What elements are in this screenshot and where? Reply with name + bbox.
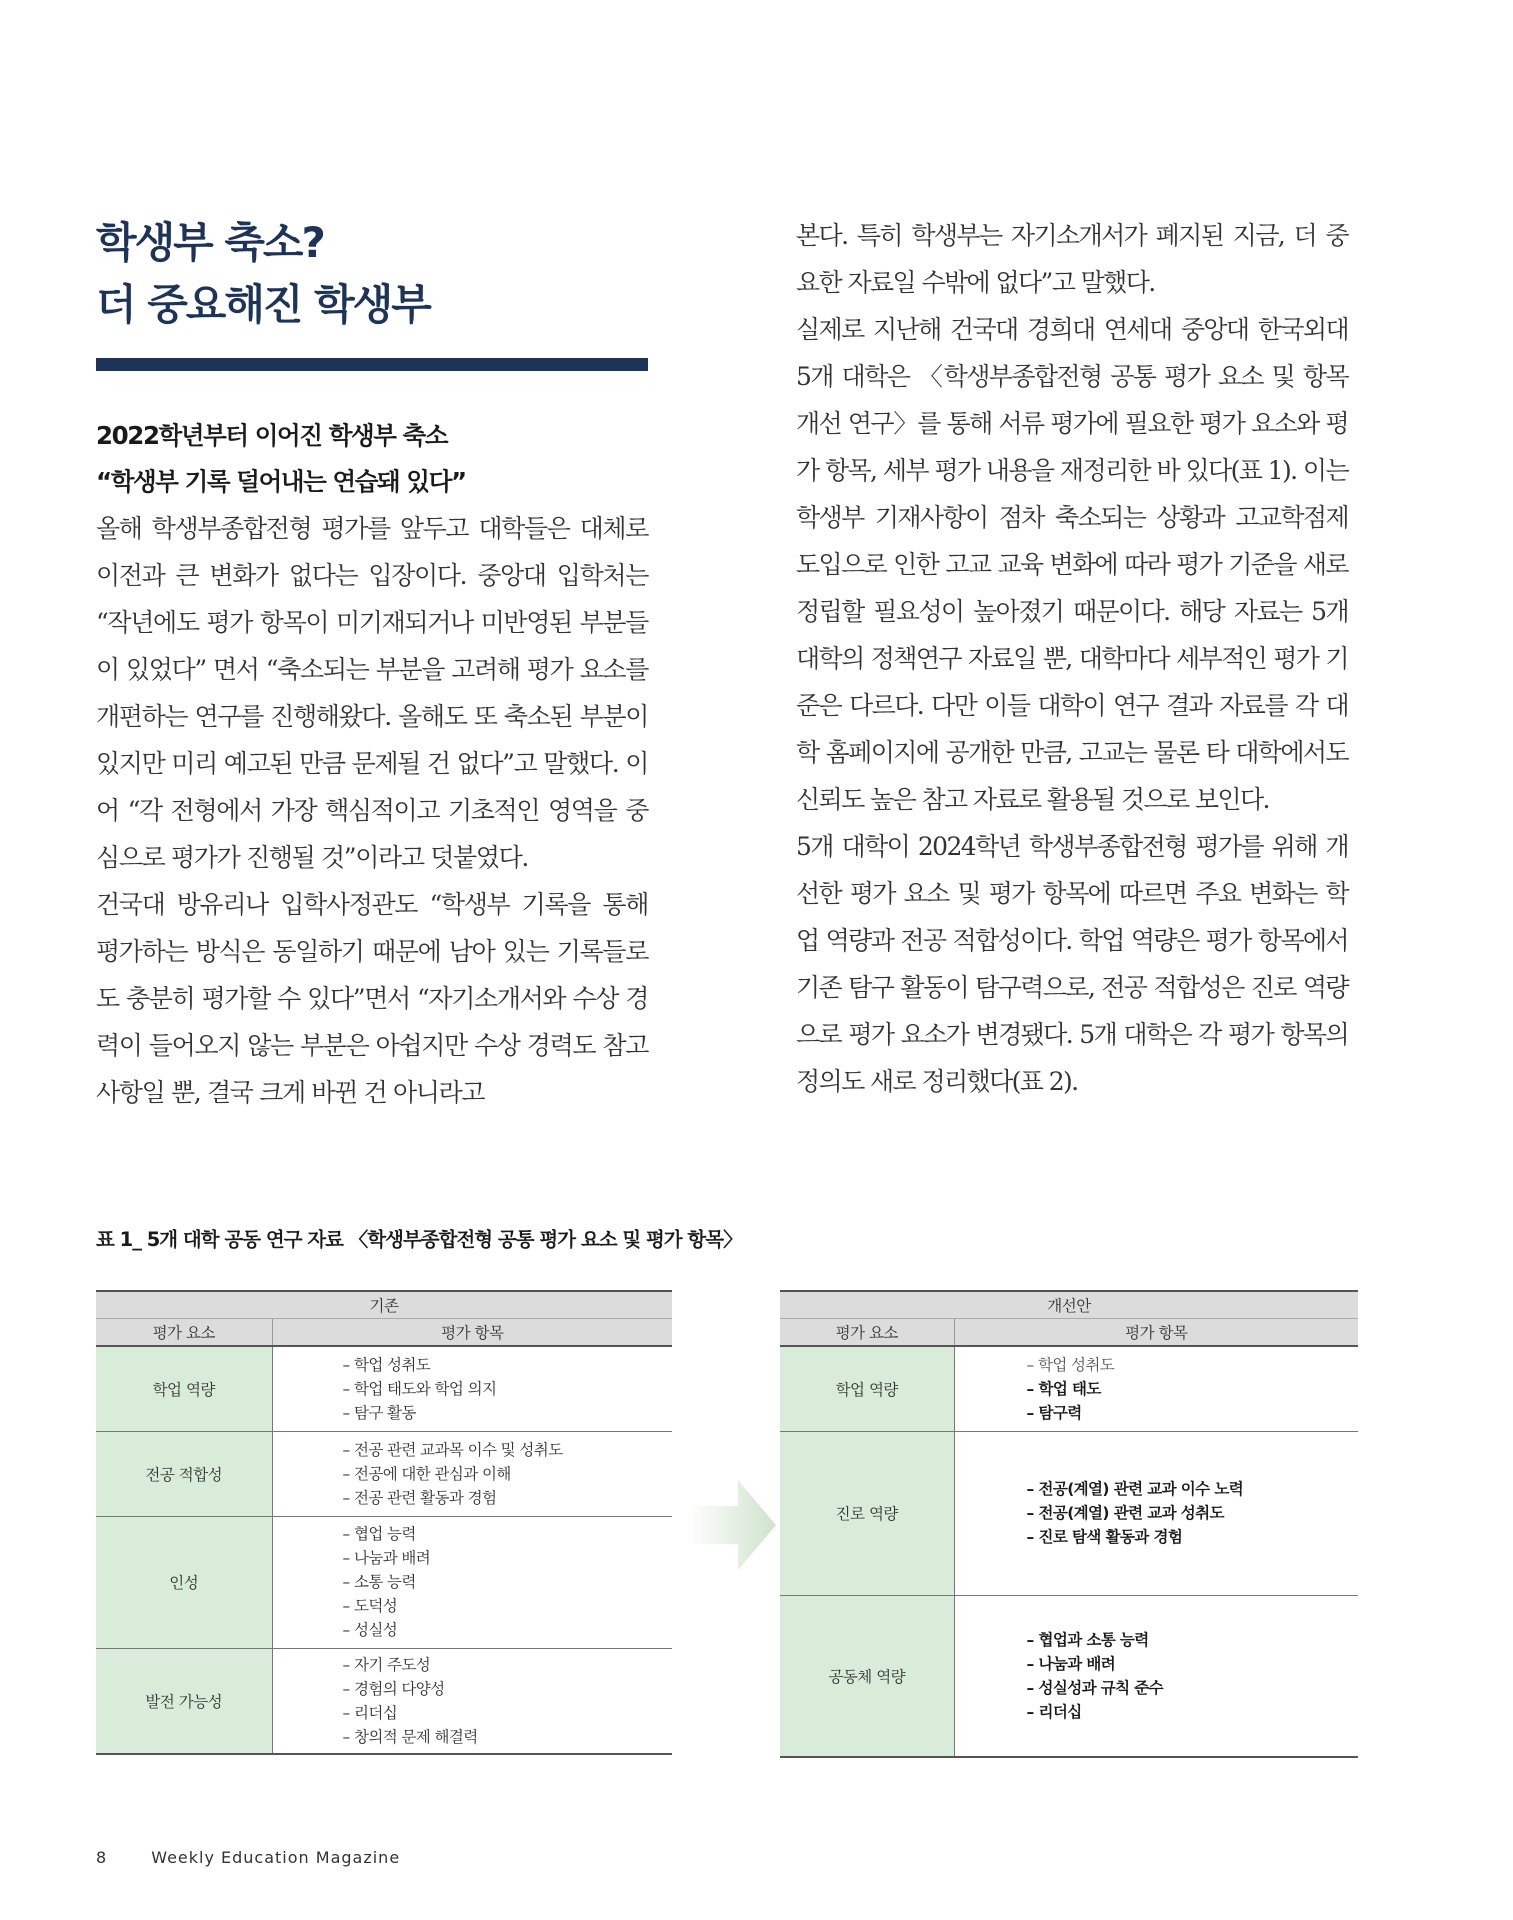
list-item: – 학업 성취도 bbox=[342, 1355, 431, 1374]
evaluation-items bbox=[954, 1431, 1358, 1595]
list-item: – 진로 탐색 활동과 경험 bbox=[1026, 1528, 1183, 1546]
table-row bbox=[780, 1346, 1358, 1431]
list-item: – 학업 태도 bbox=[1026, 1379, 1101, 1398]
list-item: – 자기 주도성 bbox=[342, 1655, 431, 1674]
evaluation-element: 학업 역량 bbox=[96, 1346, 272, 1431]
body-paragraph: 본다. 특히 학생부는 자기소개서가 폐지된 지금, 더 중요한 자료일 수밖에 없다”고 말했다. bbox=[796, 221, 1348, 297]
list-item: – 전공 관련 활동과 경험 bbox=[342, 1488, 497, 1507]
table-row bbox=[96, 1346, 672, 1431]
list-item: – 나눔과 배려 bbox=[1026, 1654, 1116, 1673]
list-item: – 성실성 bbox=[342, 1621, 398, 1639]
evaluation-items bbox=[954, 1595, 1358, 1757]
list-item: – 협업 능력 bbox=[342, 1525, 416, 1543]
table-row bbox=[96, 1648, 672, 1754]
title-line-2: 더 중요해진 학생부 bbox=[96, 280, 430, 329]
body-paragraph: 5개 대학이 2024학년 학생부종합전형 평가를 위해 개선한 평가 요소 및 평가 항목에 따르면 주요 변화는 학업 역량과 전공 적합성이다. 학업 역량은 평가 항목에서 기존 탐구 활동이 탐구력으로, 전공 적합성은 진로 역량으로 평가 요소가 변경됐다. 5개 대학은 각 평가 항목의 정의도 새로 정리했다(표 2). bbox=[796, 832, 1348, 1096]
list-item: – 협업과 소통 능력 bbox=[1026, 1630, 1149, 1649]
list-item: – 학업 성취도 bbox=[1026, 1355, 1115, 1374]
evaluation-items bbox=[954, 1346, 1358, 1431]
table-row bbox=[96, 1431, 672, 1516]
table-row bbox=[780, 1431, 1358, 1595]
list-item: – 탐구 활동 bbox=[342, 1403, 416, 1422]
body-paragraph: 실제로 지난해 건국대 경희대 연세대 중앙대 한국외대 5개 대학은 〈학생부종합전형 공통 평가 요소 및 항목 개선 연구〉를 통해 서류 평가에 필요한 평가 요소와 평가 항목, 세부 평가 내용을 재정리한 바 있다(표 1). 이는 학생부 기재사항이 점차 축소되는 상황과 고교학점제 도입으로 인한 고교 교육 변화에 따라 평가 기준을 새로 정립할 필요성이 높아졌기 때문이다. 해당 자료는 5개 대학의 정책연구 자료일 뿐, 대학마다 세부적인 평가 기준은 다르다. 다만 이들 대학이 연구 결과 자료를 각 대학 홈페이지에 공개한 만큼, 고교는 물론 타 대학에서도 신뢰도 높은 참고 자료로 활용될 것으로 보인다. bbox=[796, 315, 1348, 814]
list-item: – 전공(계열) 관련 교과 성취도 bbox=[1026, 1504, 1224, 1522]
list-item: – 나눔과 배려 bbox=[342, 1549, 431, 1567]
evaluation-element: 발전 가능성 bbox=[96, 1648, 272, 1754]
list-item: – 전공 관련 교과목 이수 및 성취도 bbox=[342, 1440, 563, 1459]
table-caption: 표 1_ 5개 대학 공동 연구 자료 〈학생부종합전형 공통 평가 요소 및 평가 항목〉 bbox=[96, 1228, 742, 1251]
evaluation-element: 전공 적합성 bbox=[96, 1431, 272, 1516]
magazine-name: Weekly Education Magazine bbox=[151, 1848, 401, 1867]
evaluation-element: 공동체 역량 bbox=[780, 1595, 954, 1757]
body-paragraph: 올해 학생부종합전형 평가를 앞두고 대학들은 대체로 이전과 큰 변화가 없다는 입장이다. 중앙대 입학처는 “작년에도 평가 항목이 미기재되거나 미반영된 부분들이 있었다” 면서 “축소되는 부분을 고려해 평가 요소를 개편하는 연구를 진행해왔다. 올해도 또 축소된 부분이 있지만 미리 예고된 만큼 문제될 건 없다”고 말했다. 이어 “각 전형에서 가장 핵심적이고 기초적인 영역을 중심으로 평가가 진행될 것”이라고 덧붙였다. bbox=[96, 514, 648, 872]
left-column bbox=[96, 212, 648, 1116]
evaluation-items bbox=[272, 1431, 672, 1516]
title-line-1: 학생부 축소? bbox=[96, 218, 324, 267]
table-row bbox=[780, 1595, 1358, 1757]
list-item: – 리더십 bbox=[1026, 1702, 1082, 1721]
right-column bbox=[796, 212, 1348, 1105]
article-title bbox=[96, 212, 648, 336]
list-item: – 리더십 bbox=[342, 1703, 398, 1722]
subheading-line-1: 2022학년부터 이어진 학생부 축소 bbox=[96, 421, 448, 450]
page-footer bbox=[96, 1848, 400, 1867]
page-number: 8 bbox=[96, 1848, 108, 1867]
list-item: – 전공에 대한 관심과 이해 bbox=[342, 1464, 511, 1483]
table-existing bbox=[96, 1290, 672, 1755]
table-improved-header: 개선안 bbox=[780, 1291, 1358, 1319]
evaluation-element: 진로 역량 bbox=[780, 1431, 954, 1595]
list-item: – 전공(계열) 관련 교과 이수 노력 bbox=[1026, 1480, 1244, 1498]
subheading-line-2: “학생부 기록 덜어내는 연습돼 있다” bbox=[96, 467, 466, 496]
evaluation-items bbox=[272, 1346, 672, 1431]
list-item: – 창의적 문제 해결력 bbox=[342, 1727, 478, 1746]
evaluation-element: 학업 역량 bbox=[780, 1346, 954, 1431]
evaluation-items bbox=[272, 1648, 672, 1754]
list-item: – 경험의 다양성 bbox=[342, 1679, 445, 1698]
list-item: – 소통 능력 bbox=[342, 1573, 416, 1591]
evaluation-items bbox=[272, 1516, 672, 1648]
title-underline bbox=[96, 358, 648, 371]
column-header-element: 평가 요소 bbox=[96, 1319, 272, 1347]
body-paragraph: 건국대 방유리나 입학사정관도 “학생부 기록을 통해 평가하는 방식은 동일하기 때문에 남아 있는 기록들로도 충분히 평가할 수 있다”면서 “자기소개서와 수상 경력이 들어오지 않는 부분은 아쉽지만 수상 경력도 참고 사항일 뿐, 결국 크게 바뀐 건 아니라고 bbox=[96, 890, 648, 1107]
list-item: – 도덕성 bbox=[342, 1597, 398, 1615]
list-item: – 탐구력 bbox=[1026, 1403, 1082, 1422]
evaluation-element: 인성 bbox=[96, 1516, 272, 1648]
list-item: – 성실성과 규칙 준수 bbox=[1026, 1678, 1164, 1697]
table-improved bbox=[780, 1290, 1358, 1758]
column-header-element: 평가 요소 bbox=[780, 1319, 954, 1347]
section-subheading bbox=[96, 413, 648, 505]
right-arrow-icon bbox=[688, 1478, 778, 1572]
table-row bbox=[96, 1516, 672, 1648]
table-existing-header: 기존 bbox=[96, 1291, 672, 1319]
column-header-items: 평가 항목 bbox=[954, 1319, 1358, 1347]
column-header-items: 평가 항목 bbox=[272, 1319, 672, 1347]
list-item: – 학업 태도와 학업 의지 bbox=[342, 1379, 497, 1398]
